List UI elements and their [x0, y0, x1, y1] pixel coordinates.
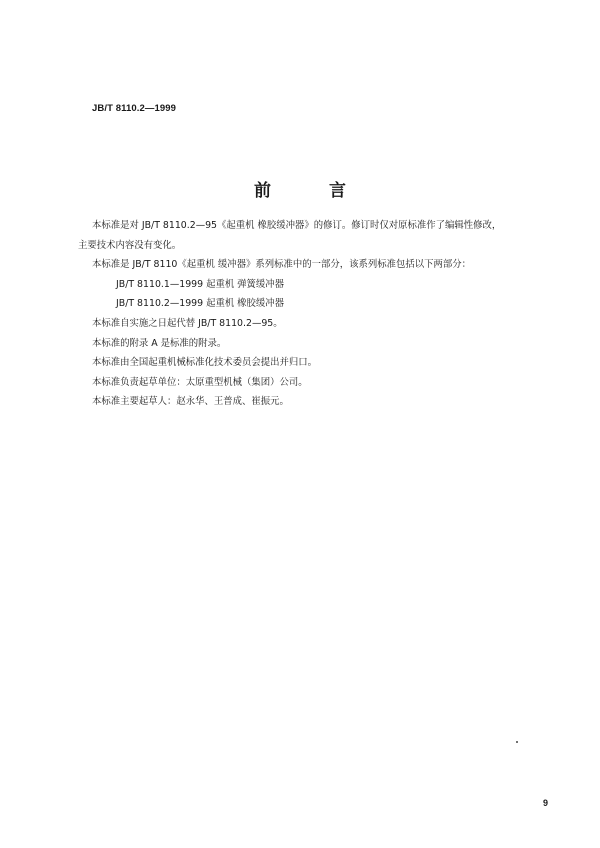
paragraph-drafters: 本标准主要起草人：赵永华、王普成、崔振元。	[92, 396, 289, 408]
scan-speck	[516, 741, 518, 743]
foreword-body	[78, 216, 512, 412]
list-item-part-2: JB/T 8110.2—1999 起重机 橡胶缓冲器	[116, 298, 285, 310]
paragraph-revision-line-2: 主要技术内容没有变化。	[78, 239, 182, 251]
standard-code-header: JB/T 8110.2—1999	[92, 103, 176, 114]
paragraph-appendix: 本标准的附录 A 是标准的附录。	[92, 337, 227, 349]
paragraph-replaces: 本标准自实施之日起代替 JB/T 8110.2—95。	[92, 317, 283, 329]
page-number: 9	[543, 798, 549, 808]
paragraph-revision-line-1: 本标准是对 JB/T 8110.2—95《起重机 橡胶缓冲器》的修订。修订时仅对原标准作了编辑性修改，	[92, 220, 502, 231]
paragraph-drafting-unit: 本标准负责起草单位：太原重型机械（集团）公司。	[92, 376, 308, 388]
list-item-part-1: JB/T 8110.1—1999 起重机 弹簧缓冲器	[116, 278, 285, 290]
paragraph-series: 本标准是 JB/T 8110《起重机 缓冲器》系列标准中的一部分，该系列标准包括以下两部分：	[92, 259, 472, 271]
page-title: 前 言	[254, 181, 372, 201]
paragraph-proposer: 本标准由全国起重机械标准化技术委员会提出并归口。	[92, 357, 318, 369]
